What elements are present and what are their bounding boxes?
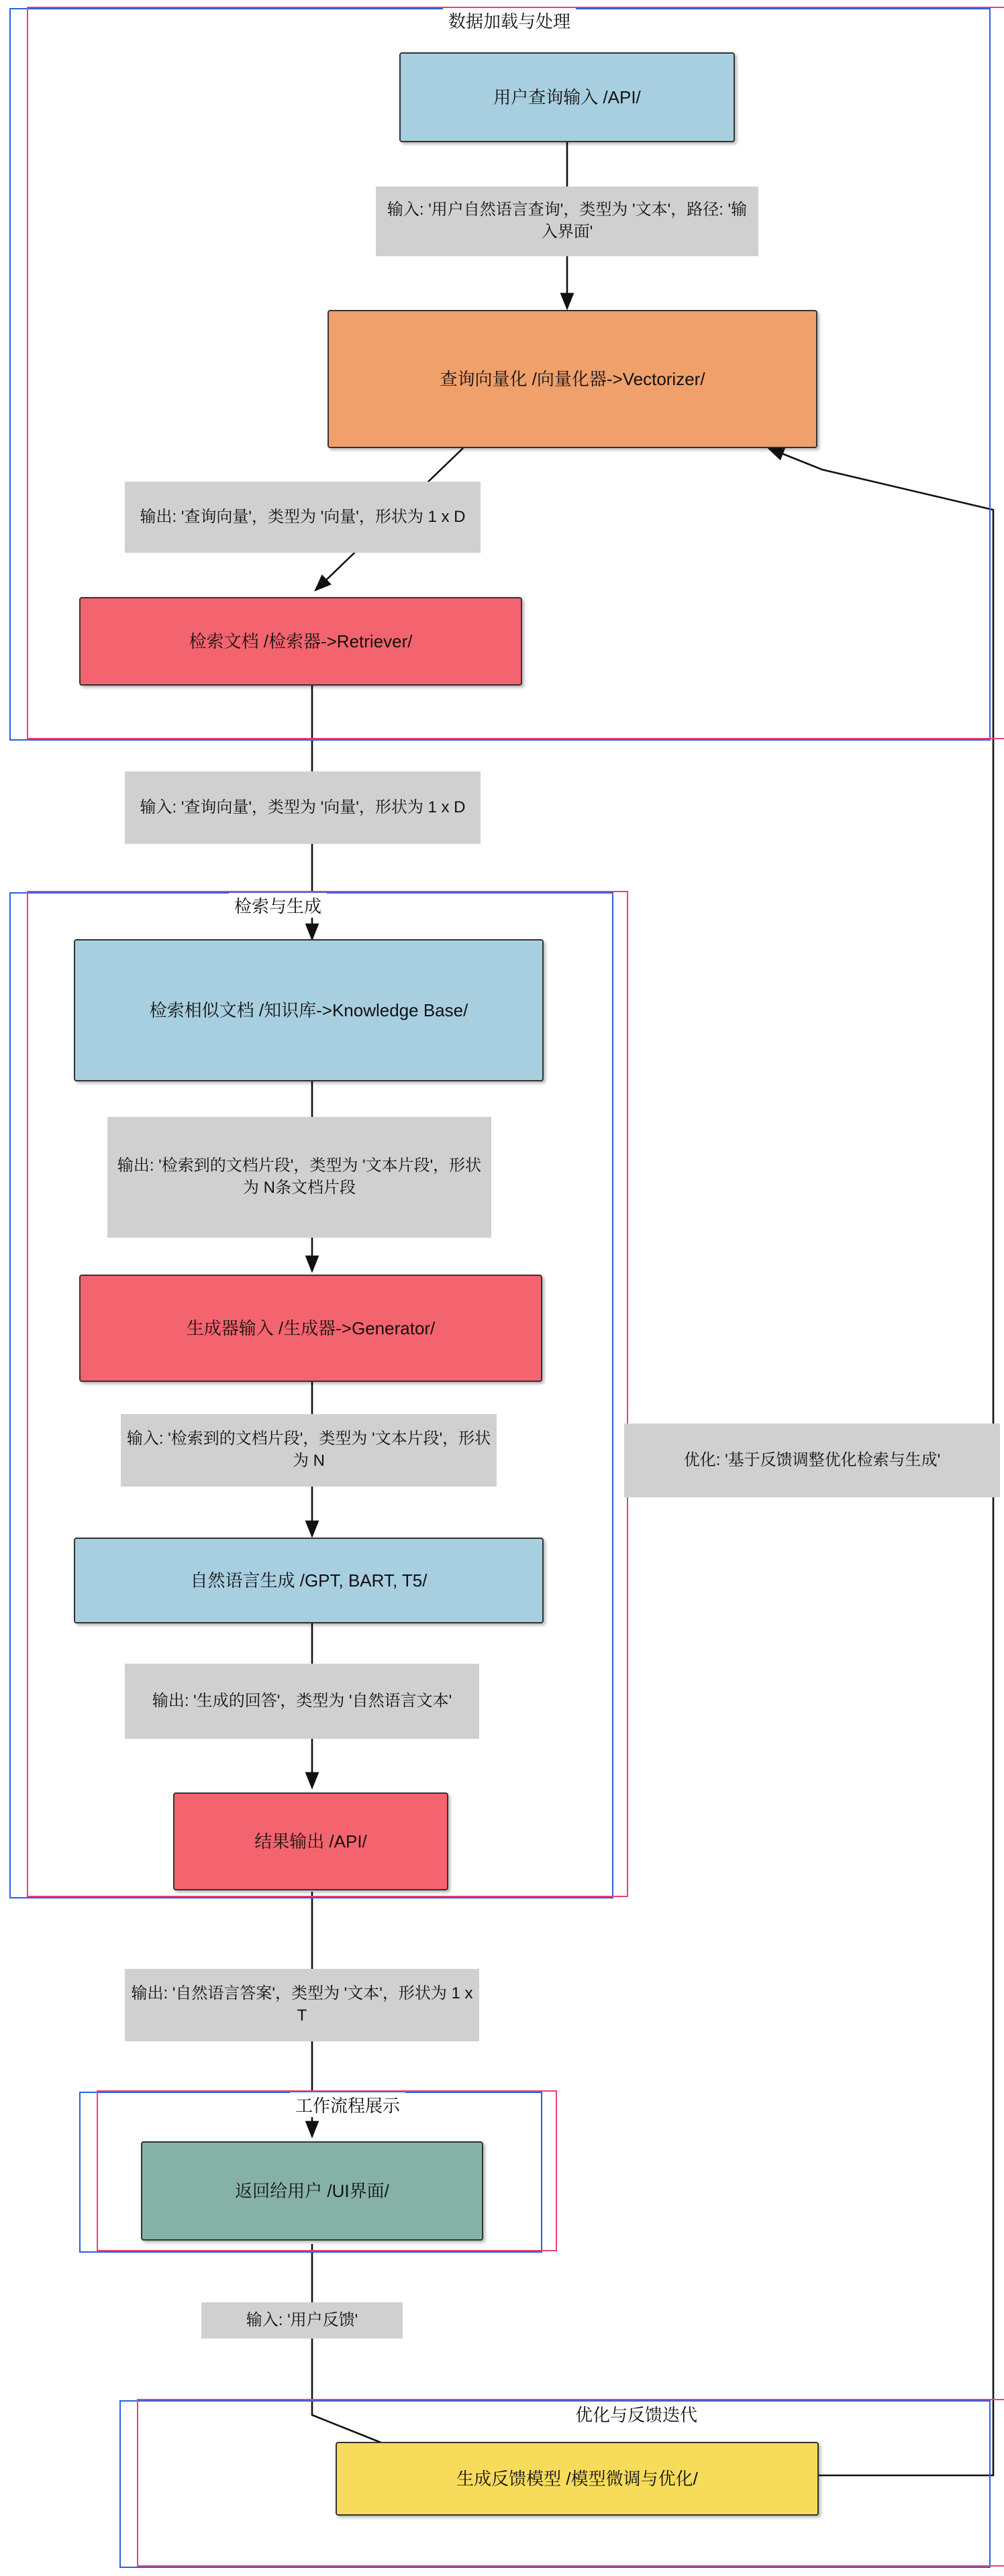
node-result-output[interactable]: 结果输出 /API/ <box>173 1792 448 1890</box>
node-feedback-model[interactable]: 生成反馈模型 /模型微调与优化/ <box>336 2442 819 2516</box>
edge-label-output-nl-answer: 输出: '自然语言答案'，类型为 '文本'，形状为 1 x T <box>125 1969 479 2041</box>
edge-label-optimization-feedback: 优化: '基于反馈调整优化检索与生成' <box>624 1424 1000 1497</box>
edge-label-input-user-query: 输入: '用户自然语言查询'，类型为 '文本'，路径: '输入界面' <box>376 186 758 256</box>
node-retrieve-documents[interactable]: 检索文档 /检索器->Retriever/ <box>79 597 522 686</box>
edge-label-input-query-vector: 输入: '查询向量'，类型为 '向量'，形状为 1 x D <box>125 771 481 844</box>
edge-label-input-doc-fragments: 输入: '检索到的文档片段'，类型为 '文本片段'，形状为 N <box>121 1414 497 1487</box>
group-title-retrieval-generation: 检索与生成 <box>229 893 327 918</box>
node-query-vectorization[interactable]: 查询向量化 /向量化器->Vectorizer/ <box>328 310 817 448</box>
group-title-optimization-feedback: 优化与反馈迭代 <box>570 2402 703 2426</box>
node-user-query-input[interactable]: 用户查询输入 /API/ <box>399 52 735 142</box>
edge-label-output-generated-answer: 输出: '生成的回答'，类型为 '自然语言文本' <box>125 1664 479 1739</box>
node-generator-input[interactable]: 生成器输入 /生成器->Generator/ <box>79 1275 542 1382</box>
edge-label-output-doc-fragments: 输出: '检索到的文档片段'，类型为 '文本片段'，形状为 N条文档片段 <box>107 1117 491 1238</box>
node-return-to-user[interactable]: 返回给用户 /UI界面/ <box>141 2141 483 2241</box>
group-title-data-loading: 数据加载与处理 <box>443 8 576 33</box>
edge-label-input-user-feedback: 输入: '用户反馈' <box>201 2302 403 2339</box>
node-retrieve-similar-docs[interactable]: 检索相似文档 /知识库->Knowledge Base/ <box>74 939 544 1081</box>
edge-label-output-query-vector: 输出: '查询向量'，类型为 '向量'，形状为 1 x D <box>125 482 481 553</box>
group-title-workflow-display: 工作流程展示 <box>290 2092 405 2117</box>
node-natural-language-generation[interactable]: 自然语言生成 /GPT, BART, T5/ <box>74 1538 544 1623</box>
